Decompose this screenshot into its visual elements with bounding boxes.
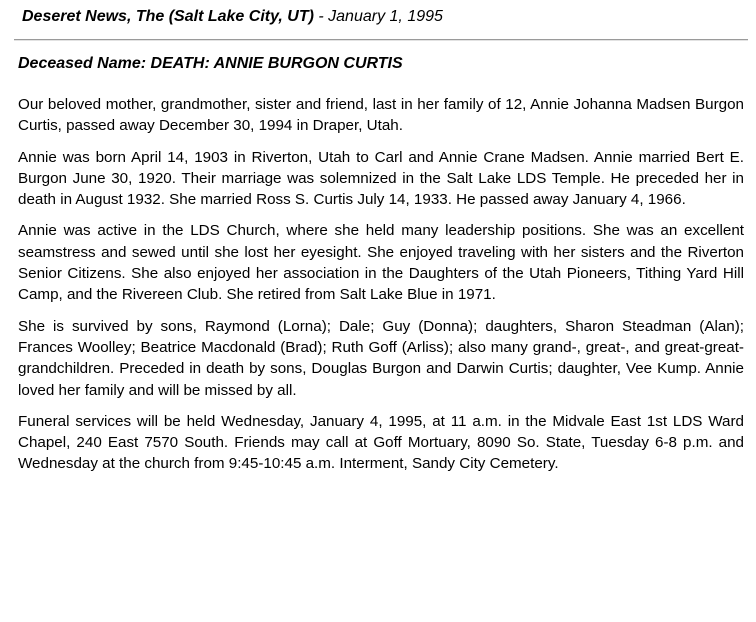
header-divider: [14, 39, 748, 41]
obituary-paragraph: Our beloved mother, grandmother, sister and friend, last in her family of 12, Annie Johanna Madsen Burgon Curtis, passed away December 30, 1994 in Draper, Utah.: [18, 96, 744, 135]
header-separator: -: [313, 8, 329, 25]
deceased-name-heading: Deceased Name: DEATH: ANNIE BURGON CURTIS: [18, 55, 403, 72]
obituary-paragraph: She is survived by sons, Raymond (Lorna); Dale; Guy (Donna); daughters, Sharon Steadman (Alan); Frances Woolley; Beatrice Macdonald (Brad); Ruth Goff (Arliss); also many grand-, great-, and great-great-grandchildren. Preceded in death by sons, Douglas Burgon and Darwin Curtis; daughter, Vee Kump. Annie loved her family and will be missed by all.: [18, 317, 744, 399]
publication-date: January 1, 1995: [328, 8, 443, 25]
publication-name: Deseret News, The (Salt Lake City, UT): [22, 8, 314, 25]
obituary-body: [18, 94, 744, 485]
obituary-paragraph: Annie was active in the LDS Church, where she held many leadership positions. She was an excellent seamstress and sewed until she lost her eyesight. She enjoyed traveling with her sisters and the Riverton Senior Citizens. She also enjoyed her association in the Daughters of the Utah Pioneers, Tithing Yard Hill Camp, and the Rivereen Club. She retired from Salt Lake Blue in 1971.: [18, 222, 744, 304]
obituary-paragraph: Funeral services will be held Wednesday, January 4, 1995, at 11 a.m. in the Midvale East 1st LDS Ward Chapel, 240 East 7570 South. Friends may call at Goff Mortuary, 8090 So. State, Tuesday 6-8 p.m. and Wednesday at the church from 9:45-10:45 a.m. Interment, Sandy City Cemetery.: [18, 412, 744, 473]
obituary-paragraph: Annie was born April 14, 1903 in Riverton, Utah to Carl and Annie Crane Madsen. Annie married Bert E. Burgon June 30, 1920. Their marriage was solemnized in the Salt Lake LDS Temple. He preceded her in death in August 1932. She married Ross S. Curtis July 14, 1933. He passed away January 4, 1966.: [18, 148, 744, 209]
article-source-header: [22, 8, 443, 26]
